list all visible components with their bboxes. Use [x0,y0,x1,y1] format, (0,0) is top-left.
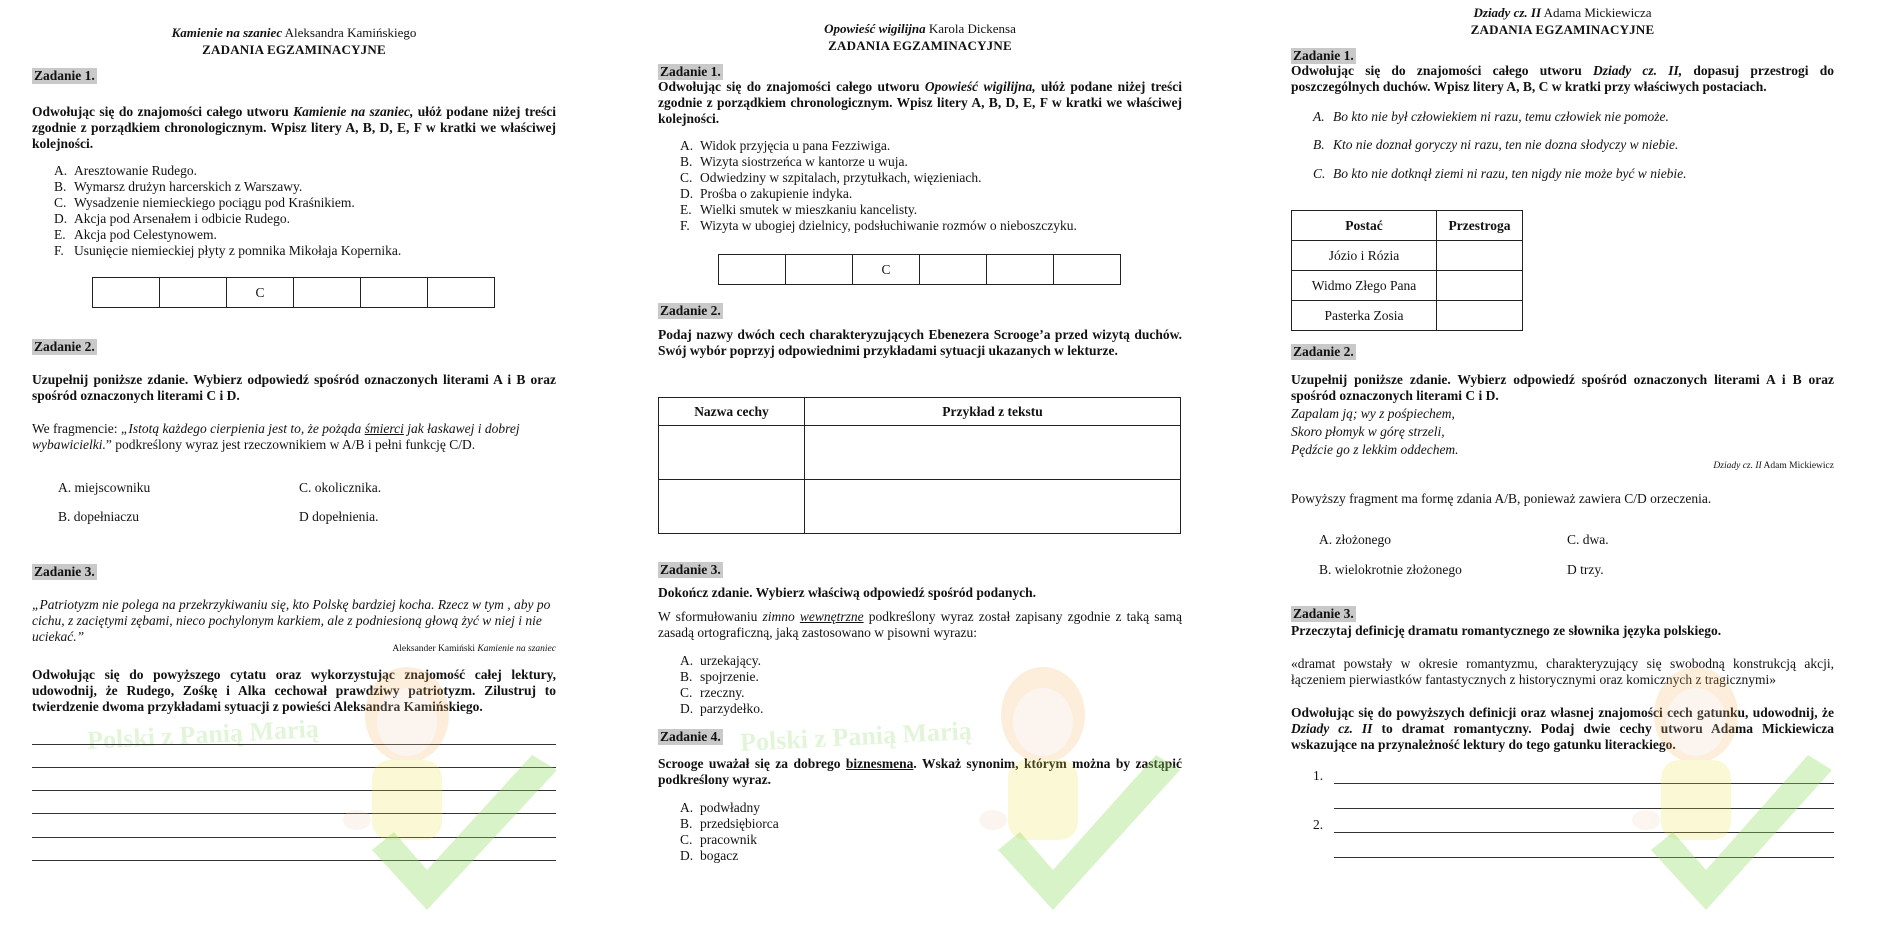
answer-cell[interactable] [1437,301,1523,331]
task-label: Zadanie 1. [34,68,95,83]
list-item: D. Prośba o zakupienie indyka. [680,186,853,201]
table-cell[interactable] [805,426,1181,480]
answer-line[interactable] [32,813,556,814]
option-b: B. wielokrotnie złożonego [1319,562,1462,577]
table-cell: Widmo Złego Pana [1292,271,1437,301]
list-item: F. Wizyta w ubogiej dzielnicy, podsłuchiwanie rozmów o nieboszczyku. [680,218,1077,233]
worksheet-subtitle: ZADANIA EGZAMINACYJNE [1470,22,1655,37]
answer-boxes [92,277,495,308]
answer-line[interactable] [32,767,556,768]
poem-line: Pędźcie go z lekkim oddechem. [1291,442,1459,457]
list-item: B. spojrzenie. [680,669,759,684]
quote-author: Aleksander Kamiński Kamienie na szaniec [392,644,556,654]
answer-box[interactable]: C [227,278,294,308]
poem-line: Zapalam ją; wy z pośpiechem, [1291,406,1455,421]
answer-box[interactable] [294,278,361,308]
definition: «dramat powstały w okresie romantyzmu, charakteryzujący się swobodną konstrukcją akcji, łączeniem pierwiastków fantastycznych z historycznymi oraz komicznych z tragicznymi» [1291,656,1834,687]
task-instruction: Scrooge uważał się za dobrego biznesmena. Wskaż synonim, którym można by zastąpić podkreślony wyraz. [658,756,1182,787]
list-item: D. bogacz [680,848,739,863]
worksheet-title: Opowieść wigilijna Karola Dickensa [824,21,1016,36]
worksheet-title: Kamienie na szaniec Aleksandra Kamińskiego [171,25,417,40]
table-header: Postać [1292,211,1437,241]
answer-box[interactable] [920,255,987,285]
task-label: Zadanie 4. [660,729,721,744]
task-label: Zadanie 3. [34,564,95,579]
list-item: B. przedsiębiorca [680,816,779,831]
quote: „Patriotyzm nie polega na przekrzykiwaniu się, kto Polskę bardziej kocha. Rzecz w tym , aby po cichu, z zaciętymi zębami, nieco pochylonym karkiem, ale z podniesioną głową żyć w niej i nie uciekać.” [32,597,551,644]
answer-box[interactable] [160,278,227,308]
table-header: Przykład z tekstu [805,398,1181,426]
warning-b: B. Kto nie doznał goryczy ni razu, ten nie dozna słodyczy w niebie. [1313,137,1679,152]
task-instruction: Odwołując się do znajomości całego utworu Dziady cz. II, dopasuj przestrogi do poszczególnych duchów. Wpisz litery A, B, C w kratki przy właściwych postaciach. [1291,63,1834,94]
answer-box[interactable]: C [853,255,920,285]
task-label: Zadanie 2. [660,303,721,318]
list-item: A. Aresztowanie Rudego. [54,163,197,178]
task-sentence: Powyższy fragment ma formę zdania A/B, ponieważ zawiera C/D orzeczenia. [1291,491,1712,506]
list-item: E. Wielki smutek w mieszkaniu kancelisty. [680,202,918,217]
list-item: C. pracownik [680,832,757,847]
worksheet-opowiesc [658,0,1182,950]
task-instruction: Odwołując się do powyższego cytatu oraz wykorzystując znajomość całej lektury, udowodnij, że Rudego, Zośkę i Alka cechował prawdziwy patriotyzm. Zilustruj to twierdzenie dwoma przykładami sytuacji z powieści Aleksandra Kamińskiego. [32,667,556,714]
table-cell: Pasterka Zosia [1292,301,1437,331]
task-fragment: We fragmencie: „Istotą każdego cierpienia jest to, że pożąda śmierci jak łaskawej i dobrej wybawicielki.” podkreślony wyraz jest rzeczownikiem w A/B i pełni funkcję C/D. [32,421,520,452]
answer-line[interactable] [32,744,556,745]
worksheet-title: Dziady cz. II Adama Mickiewicza [1473,5,1652,20]
task-label: Zadanie 3. [660,562,721,577]
answer-line[interactable] [1334,857,1834,858]
answer-line[interactable] [32,837,556,838]
answer-box[interactable] [786,255,853,285]
task-label: Zadanie 3. [1293,606,1354,621]
table-cell[interactable] [659,480,805,534]
table-cell[interactable] [805,480,1181,534]
list-item: A. podwładny [680,800,760,815]
option-d: D trzy. [1567,562,1604,577]
task-instruction: Uzupełnij poniższe zdanie. Wybierz odpowiedź spośród oznaczonych literami A i B oraz spośród oznaczonych literami C i D. [1291,372,1834,403]
option-c: C. okolicznika. [299,480,382,495]
option-a: A. miejscowniku [58,480,151,495]
poem-source: Dziady cz. II Adam Mickiewicz [1713,461,1834,471]
task-instruction: Odwołując się do znajomości całego utworu Opowieść wigilijna, ułóż podane niżej treści zgodnie z porządkiem chronologicznym. Wpisz litery A, B, D, E, F w kratki we właściwej kolejności. [658,79,1182,126]
answer-cell[interactable] [1437,241,1523,271]
task-instruction: Odwołując się do powyższych definicji oraz własnej znajomości cech gatunku, udowodnij, że Dziady cz. II to dramat romantyczny. Podaj dwie cechy utworu Adama Mickiewicza wskazujące na przynależność lektury do tego gatunku literackiego. [1291,705,1834,752]
poem-line: Skoro płomyk w górę strzeli, [1291,424,1445,439]
answer-box[interactable] [428,278,495,308]
answer-number: 1. [1313,768,1324,783]
poem [1291,405,1459,459]
warning-c: C. Bo kto nie dotknął ziemi ni razu, ten nigdy nie może być w niebie. [1313,166,1687,181]
options-list [680,800,1180,864]
task-instruction: Uzupełnij poniższe zdanie. Wybierz odpowiedź spośród oznaczonych literami A i B oraz spośród oznaczonych literami C i D. [32,372,556,403]
options-list [54,163,554,259]
option-d: D dopełnienia. [299,509,379,524]
table-cell: Józio i Rózia [1292,241,1437,271]
watermark-text: Polski z Panią Marią [739,715,973,758]
answer-boxes [718,254,1121,285]
list-item: D. parzydełko. [680,701,764,716]
table-header: Nazwa cechy [659,398,805,426]
worksheet-kamienie [32,0,556,950]
mascot-watermark-icon [1611,660,1834,950]
answer-box[interactable] [1054,255,1121,285]
answer-line[interactable] [1334,808,1834,809]
list-item: B. Wizyta siostrzeńca w kantorze u wuja. [680,154,908,169]
list-item: F. Usunięcie niemieckiej płyty z pomnika Mikołaja Kopernika. [54,243,402,258]
answer-line[interactable] [1334,832,1834,833]
option-b: B. dopełniaczu [58,509,139,524]
table-header: Przestroga [1437,211,1523,241]
answer-box[interactable] [361,278,428,308]
list-item: B. Wymarsz drużyn harcerskich z Warszawy. [54,179,303,194]
list-item: C. Odwiedziny w szpitalach, przytułkach, więzieniach. [680,170,982,185]
list-item: A. urzekający. [680,653,761,668]
task-instruction: Przeczytaj definicję dramatu romantycznego ze słownika języka polskiego. [1291,623,1722,638]
task-instruction: Odwołując się do znajomości całego utworu Kamienie na szaniec, ułóż podane niżej treści zgodnie z porządkiem chronologicznym. Wpisz litery A, B, D, E, F w kratki we właściwej kolejności. [32,104,556,151]
worksheet-subtitle: ZADANIA EGZAMINACYJNE [828,38,1012,53]
task-label: Zadanie 2. [1293,344,1354,359]
answer-box[interactable] [719,255,786,285]
warning-a: A. Bo kto nie był człowiekiem ni razu, temu człowiek nie pomoże. [1313,109,1669,124]
task-label: Zadanie 2. [34,339,95,354]
table-cell[interactable] [659,426,805,480]
answer-box[interactable] [93,278,160,308]
answer-box[interactable] [987,255,1054,285]
answer-line[interactable] [32,860,556,861]
ghosts-table [1291,210,1523,331]
answer-number: 2. [1313,817,1324,832]
list-item: A. Widok przyjęcia u pana Fezziwiga. [680,138,891,153]
list-item: C. rzeczny. [680,685,745,700]
task-label: Zadanie 1. [660,64,721,79]
worksheet-dziady [1291,0,1834,950]
answer-cell[interactable] [1437,271,1523,301]
list-item: D. Akcja pod Arsenałem i odbicie Rudego. [54,211,290,226]
option-c: C. dwa. [1567,532,1609,547]
options-list [680,138,1180,234]
traits-table [658,397,1181,534]
answer-line[interactable] [32,790,556,791]
worksheet-subtitle: ZADANIA EGZAMINACYJNE [202,42,386,57]
task-instruction: Podaj nazwy dwóch cech charakteryzujących Ebenezera Scrooge’a przed wizytą duchów. Swój wybór poprzyj odpowiednimi przykładami sytuacji ukazanych w lekturze. [658,327,1182,358]
watermark-text: Polski z Panią Marią [86,713,320,756]
options-list [680,653,1180,717]
task-text: W sformułowaniu zimno wewnętrzne podkreślony wyraz został zapisany zgodnie z taką samą zasadą ortograficzną, jaką zastosowano w pisowni wyrazu: [658,609,1182,640]
answer-line[interactable] [1334,783,1834,784]
task-label: Zadanie 1. [1293,48,1354,63]
list-item: C. Wysadzenie niemieckiego pociągu pod Kraśnikiem. [54,195,355,210]
task-instruction: Dokończ zdanie. Wybierz właściwą odpowiedź spośród podanych. [658,585,1037,600]
list-item: E. Akcja pod Celestynowem. [54,227,217,242]
option-a: A. złożonego [1319,532,1391,547]
